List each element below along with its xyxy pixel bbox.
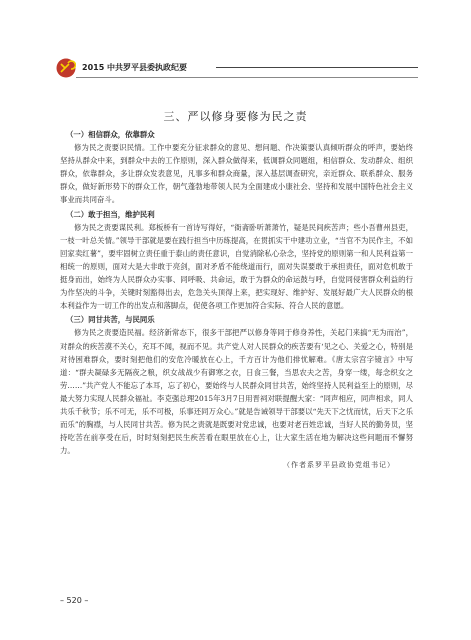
article-body xyxy=(60,127,413,472)
header-underline xyxy=(76,77,418,78)
subsection-heading: （三）同甘共苦，与民同乐 xyxy=(66,315,155,325)
author-attribution: （作者系罗平县政协党组书记） xyxy=(283,461,395,470)
running-title: 2015 中共罗平县委执政纪要 xyxy=(82,63,188,72)
subsection-heading: （一）相信群众，依靠群众 xyxy=(66,130,155,139)
paragraph: 修为民之责要识民情。工作中要充分征求群众的意见、想问题、作决策要认真倾听群众的呼声，要始终坚持从群众中来，到群众中去的工作原则，深入群众做得来，低调群众同题组，相信群众、发动群众、组织群众，依靠群众，多让群众发表意见，凡事多和群众商量，深入基层调查研究，亲近群众、联系群众、服务群众，做好新形势下的群众工作，朝气蓬勃地带领人民为全面建成小康社会、坚持和发展中国特色社会主义事业而共同奋斗。 xyxy=(60,143,413,205)
paragraph: 修为民之责要造民福。经济新常态下，很多干部把严以修身等同于修身养性，关起门来搞“无为而治”，对群众的疾苦漠不关心，充耳不闻，视而不见。共产党人对人民群众的疾苦要有‘见之心、关爱之心，特别是对待困难群众，要时刻把他们的安危冷暖放在心上，千方百计为他们排忧解难。《唐太宗宫字镜言》中写道：“群夫凝碌多无隔夜之粮，织女战战少有御寒之衣，日食三餐，当思农夫之苦，身穿一缕，每念织女之劳……”共产党人不能忘了本耳，忘了初心，要始终与人民群众同甘共苦，始终坚持人民利益至上的原则，尽最大努力实现人民群众福祉。李克强总理2015年3月7日用晋祠对联提醒大家：“同声相应，同声相求，同人共乐千秋节；乐不可无，乐不可极，乐事还同万众心。”就是告诫领导干部要以“先天下之忧而忧，后天下之乐而乐”的胸襟，与人民同甘共苦。修为民之责就是既要对党忠诚，也要对老百姓忠诚，当好人民的勤务员，坚持吃苦在前享受在后，时时刻刻把民生疾苦看在眼里放在心上，让大家生活在地为解决这些问题而不懈努力。 xyxy=(60,328,413,456)
section-title: 三、严以修身要修为民之责 xyxy=(163,110,308,123)
header-rule xyxy=(216,67,418,68)
party-emblem-icon xyxy=(56,58,76,78)
paragraph: 修为民之责要谋民利。郑板桥有一首诗写得好，“衙斋卧听萧萧竹，疑是民间疾苦声；些小吾曹州县吏，一枝一叶总关情。”领导干部就是要在践行担当中历练提高，在贯抓实干中建功立业，“当官不为民作主，不如回家卖红薯”，要牢固树立责任重于泰山的责任意识，自觉消除私心杂念，坚持党的原则第一和人民利益第一相统一的原则，面对大是大非敢于亮剑，面对矛盾不能绕道而行，面对失误要敢于承担责任，面对危机敢于挺身而出，始终为人民群众办实事、同呼吸、共命运，敢于为群众的命运鼓与呼，自觉同侵害群众利益的行为作坚决的斗争，关键时刻豁得出去，危急关头顶得上来，把实现好、维护好、发展好最广大人民群众的根本利益作为一切工作的出发点和落脚点，促使各项工作更加符合实际、符合人民的意愿。 xyxy=(60,222,413,311)
running-header xyxy=(56,58,418,80)
subsection-heading: （二）敢于担当，维护民利 xyxy=(66,209,155,219)
page-number: – 520 – xyxy=(60,596,89,605)
